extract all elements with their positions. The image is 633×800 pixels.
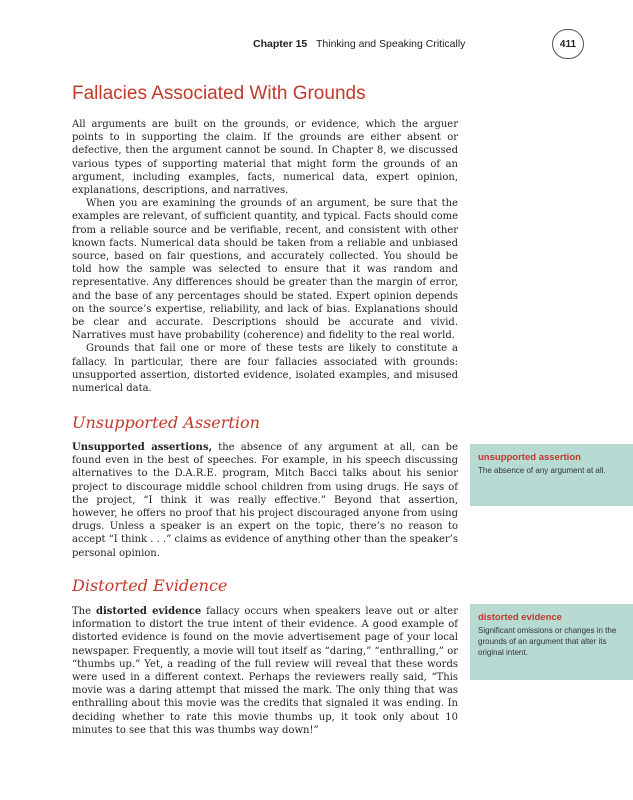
subsection-heading-unsupported: Unsupported Assertion	[72, 413, 260, 432]
paragraph	[72, 605, 458, 737]
glossary-definition: Significant omissions or changes in the grounds of an argument that alter its original intent.	[478, 626, 617, 657]
paragraph	[72, 441, 458, 560]
subsection-heading-distorted: Distorted Evidence	[72, 576, 228, 595]
unsupported-body	[72, 441, 458, 560]
section-heading: Fallacies Associated With Grounds	[72, 83, 366, 104]
glossary-term: unsupported assertion	[478, 452, 581, 463]
glossary-term: distorted evidence	[478, 612, 562, 623]
page-number: 411	[559, 38, 577, 50]
paragraph-text: fallacy occurs when speakers leave out or alter information to distort the true intent of their evidence. A good example of distorted evidence is found on the movie advertisement page of your local newspaper. Frequently, a movie will tout itself as “daring,” “enthralling,” or “thumbs up.” Yet, a reading of the full review will reveal that these words were used in a different context. Perhaps the reviewers really said, “This movie was a daring attempt that missed the mark. The only thing that was enthralling about this movie was the credits that signaled it was ending. In deciding whether to rate this movie thumbs up, it took only about 10 minutes to see that this was thumbs way down!”	[72, 606, 458, 736]
paragraph-text: the absence of any argument at all, can be found even in the best of speeches. For example, in his speech discussing alternatives to the D.A.R.E. program, Mitch Bacci talks about his senior project to discourage middle school children from using drugs. He says of the project, “I think it was really effective.” Beyond that assertion, however, he offers no proof that his project discouraged anyone from using drugs. Unless a speaker is an expert on the topic, there’s no reason to accept “I think . . .” claims as evidence of anything other than the speaker’s personal opinion.	[72, 442, 458, 559]
paragraph: Grounds that fail one or more of these tests are likely to constitute a fallacy. In particular, there are four fallacies associated with grounds: unsupported assertion, distorted evidence, isolated examples, and misused numerical data.	[72, 343, 458, 395]
chapter-label: Chapter 15	[253, 38, 308, 50]
page-number-badge	[552, 29, 584, 59]
paragraph: When you are examining the grounds of an argument, be sure that the examples are relevant, of sufficient quantity, and typical. Facts should come from a reliable source and be verifiable, recent, and consistent with other known facts. Numerical data should be taken from a reliable and unbiased source, based on fair questions, and accurately collected. You should be told how the sample was selected to ensure that it was random and representative. Any differences should be greater than the margin of error, and the base of any percentages should be stated. Expert opinion depends on the source’s expertise, reliability, and lack of bias. Explanations should be clear and accurate. Descriptions should be accurate and vivid. Narratives must have probability (coherence) and fidelity to the real world.	[72, 198, 458, 342]
key-term: distorted evidence	[95, 606, 202, 617]
glossary-box	[470, 604, 633, 680]
chapter-title: Thinking and Speaking Critically	[316, 38, 466, 50]
paragraph: All arguments are built on the grounds, or evidence, which the arguer points to in supporting the claim. If the grounds are either absent or defective, then the argument cannot be sound. In Chapter 8, we discussed various types of supporting material that might form the grounds of an argument, including examples, facts, numerical data, expert opinion, explanations, descriptions, and narratives.	[72, 119, 458, 197]
intro-body	[72, 118, 458, 395]
glossary-definition: The absence of any argument at all.	[478, 466, 606, 475]
glossary-box	[470, 444, 633, 506]
key-term: Unsupported assertions,	[72, 442, 213, 453]
paragraph-lead: The	[72, 606, 96, 617]
distorted-body	[72, 605, 458, 737]
